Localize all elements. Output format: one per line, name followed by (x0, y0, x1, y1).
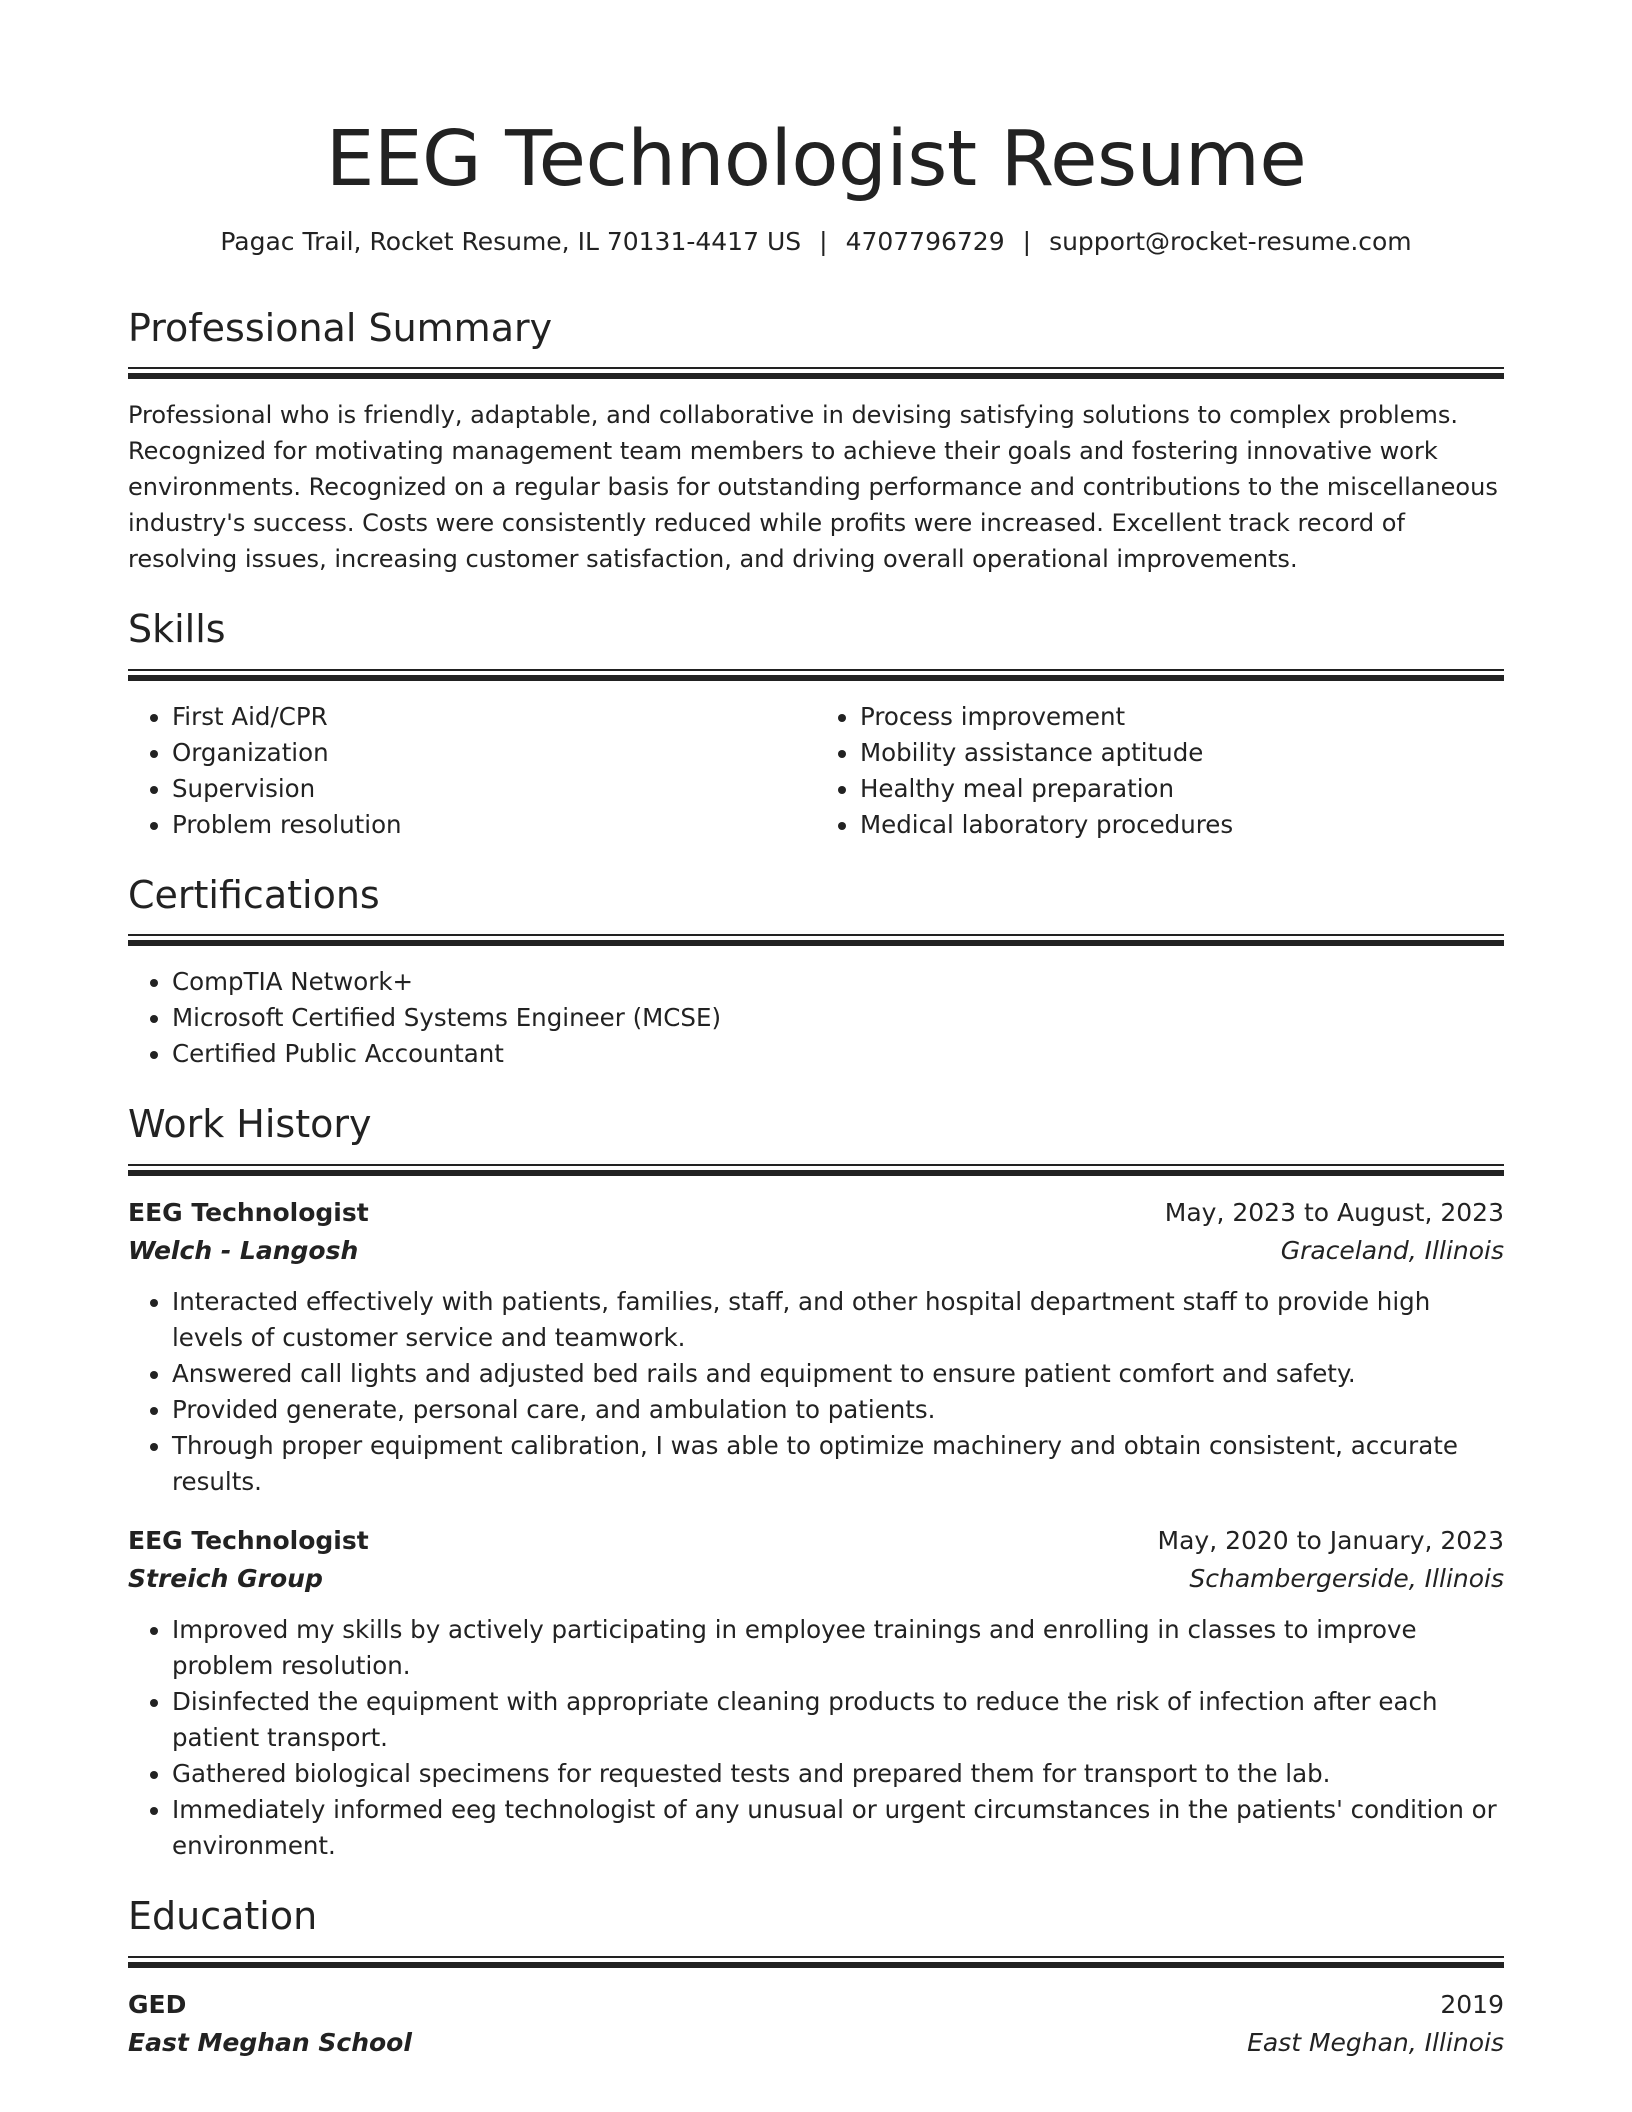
skill-item: • Mobility assistance aptitude (860, 735, 1504, 771)
job-bullet: • Improved my skills by actively participating in employee trainings and enrolling in classes to improve problem resolution. (172, 1612, 1504, 1684)
section-heading-skills: Skills (128, 607, 226, 652)
skills-grid (128, 699, 1504, 843)
job-company: Welch - Langosh (128, 1236, 359, 1266)
job-title: EEG Technologist (128, 1198, 369, 1228)
job-dates: May, 2023 to August, 2023 (1164, 1198, 1504, 1228)
job-subheader-row (128, 1560, 1504, 1598)
education-degree: GED (128, 1989, 187, 2019)
section-skills (128, 607, 1504, 843)
certification-item: • CompTIA Network+ (172, 964, 1504, 1000)
contact-address: Pagac Trail, Rocket Resume, IL 70131-4417 US (220, 226, 802, 256)
job-entry (128, 1522, 1504, 1864)
skill-item: • Medical laboratory procedures (860, 807, 1504, 843)
contact-line (128, 227, 1504, 256)
job-header-row (128, 1194, 1504, 1232)
education-year: 2019 (1440, 1989, 1504, 2019)
job-company: Streich Group (128, 1564, 323, 1594)
skill-item: • Organization (172, 735, 816, 771)
section-divider (128, 367, 1504, 379)
resume-title: EEG Technologist Resume (325, 115, 1307, 204)
skill-item: • Supervision (172, 771, 816, 807)
education-header-row (128, 1986, 1504, 2024)
skill-item: • Problem resolution (172, 807, 816, 843)
section-heading-certifications: Certifications (128, 872, 380, 917)
job-bullet: • Gathered biological specimens for requested tests and prepared them for transport to the lab. (172, 1756, 1504, 1792)
section-divider (128, 1956, 1504, 1968)
job-bullet: • Interacted effectively with patients, families, staff, and other hospital department staff to provide high levels of customer service and teamwork. (172, 1284, 1504, 1356)
job-bullet: • Answered call lights and adjusted bed rails and equipment to ensure patient comfort and safety. (172, 1356, 1504, 1392)
section-heading-summary: Professional Summary (128, 305, 553, 350)
summary-text: Professional who is friendly, adaptable, and collaborative in devising satisfying solutions to complex problems. Recognized for motivating management team members to achieve their goals and fostering innovative work environments. Recognized on a regular basis for outstanding performance and contributions to the miscellaneous industry's success. Costs were consistently reduced while profits were increased. Excellent track record of resolving issues, increasing customer satisfaction, and driving overall operational improvements. (128, 401, 1498, 574)
certification-item: • Microsoft Certified Systems Engineer (MCSE) (172, 1000, 1504, 1036)
job-bullet: • Provided generate, personal care, and ambulation to patients. (172, 1392, 1504, 1428)
job-entry (128, 1194, 1504, 1500)
section-heading-work-history: Work History (128, 1102, 372, 1147)
job-bullet: • Disinfected the equipment with appropriate cleaning products to reduce the risk of infection after each patient transport. (172, 1684, 1504, 1756)
section-divider (128, 934, 1504, 946)
skill-item: • Process improvement (860, 699, 1504, 735)
certifications-list (128, 964, 1504, 1072)
job-bullet: • Immediately informed eeg technologist of any unusual or urgent circumstances in the patients' condition or environment. (172, 1792, 1504, 1864)
job-bullets (128, 1284, 1504, 1500)
education-subheader-row (128, 2024, 1504, 2062)
job-header-row (128, 1522, 1504, 1560)
contact-phone: 4707796729 (845, 226, 1005, 256)
certification-item: • Certified Public Accountant (172, 1036, 1504, 1072)
job-location: Schambergerside, Illinois (1189, 1564, 1504, 1594)
education-school: East Meghan School (128, 2027, 412, 2057)
section-education (128, 1894, 1504, 2062)
contact-separator: | (819, 226, 828, 256)
job-title: EEG Technologist (128, 1526, 369, 1556)
contact-email: support@rocket-resume.com (1049, 226, 1412, 256)
skill-item: • First Aid/CPR (172, 699, 816, 735)
job-subheader-row (128, 1232, 1504, 1270)
job-dates: May, 2020 to January, 2023 (1157, 1526, 1504, 1556)
skill-item: • Healthy meal preparation (860, 771, 1504, 807)
job-bullets (128, 1612, 1504, 1864)
section-heading-education: Education (128, 1894, 318, 1939)
section-divider (128, 669, 1504, 681)
education-location: East Meghan, Illinois (1247, 2027, 1504, 2057)
skills-list-left (128, 699, 816, 843)
job-bullet: • Through proper equipment calibration, I was able to optimize machinery and obtain consistent, accurate results. (172, 1428, 1504, 1500)
section-summary (128, 306, 1504, 578)
section-work-history (128, 1102, 1504, 1864)
skills-list-right (816, 699, 1504, 843)
section-divider (128, 1164, 1504, 1176)
contact-separator: | (1022, 226, 1032, 256)
section-certifications (128, 873, 1504, 1073)
job-location: Graceland, Illinois (1280, 1236, 1504, 1266)
